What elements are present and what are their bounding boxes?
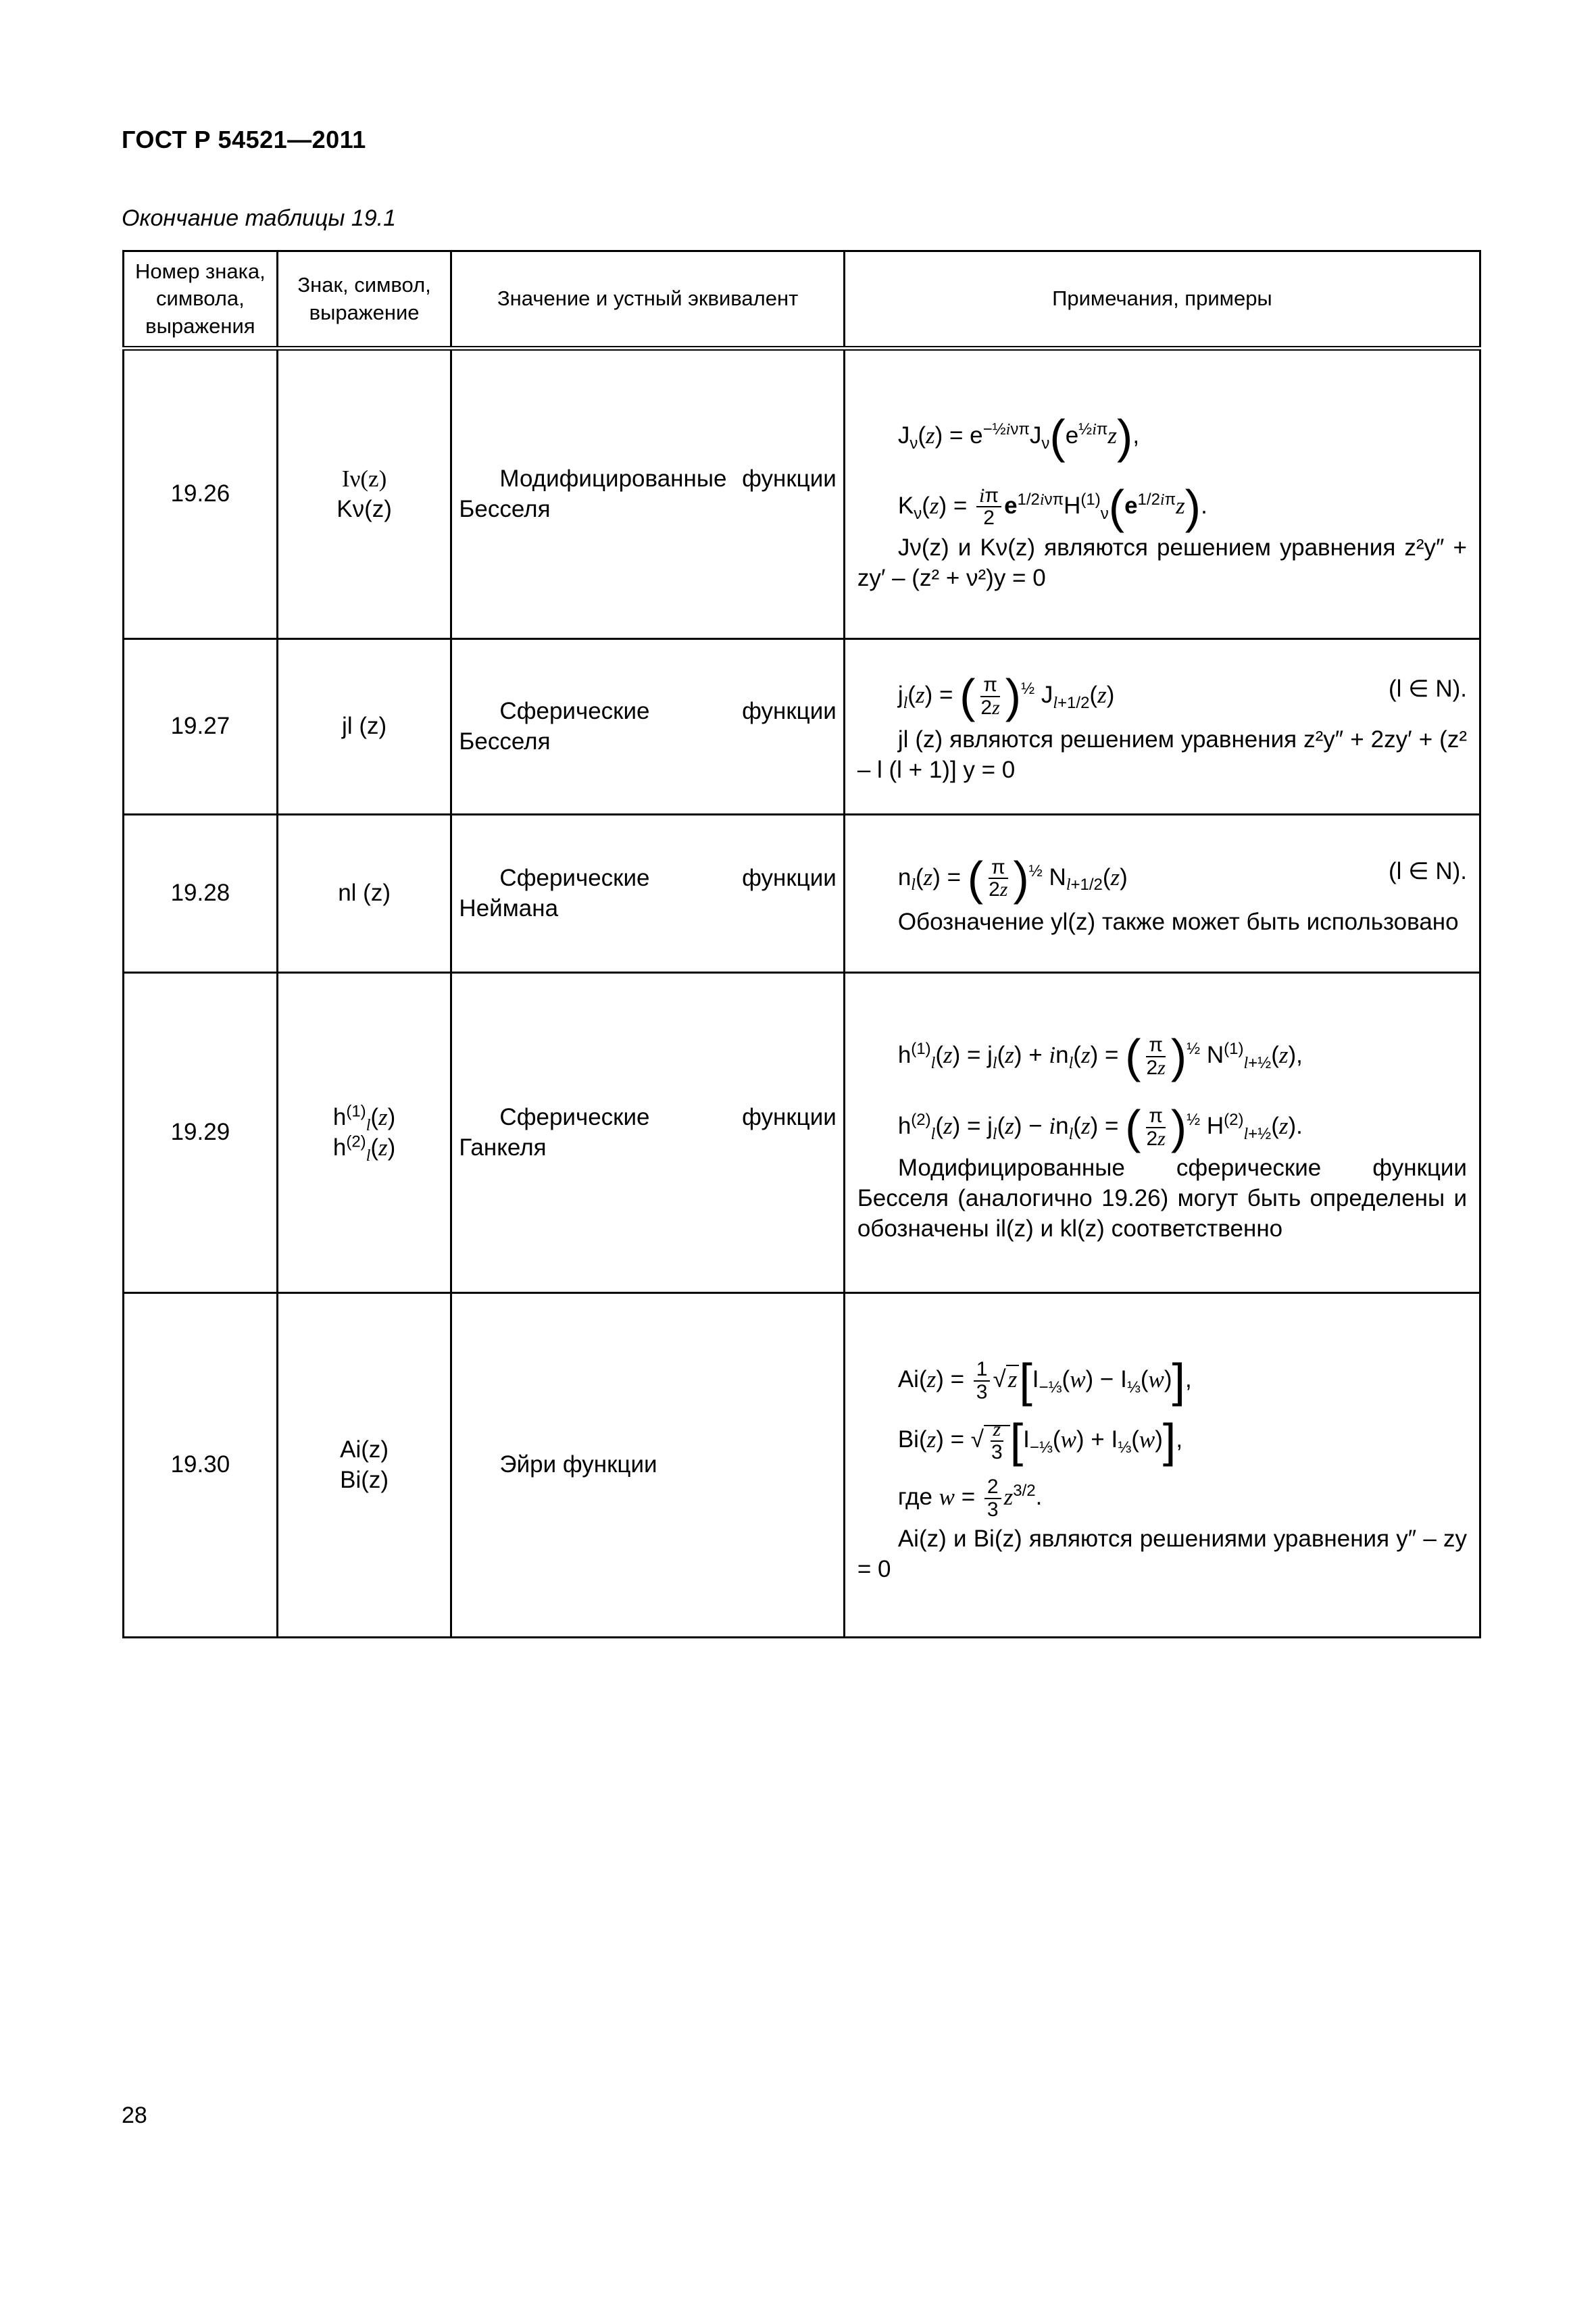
formula: Bi(z) = √ $\frac{z}{3}$ $[I_{-\frac{1}{3}}(w) + I_{\frac{1}{3}}(w)]$, bbox=[897, 1414, 1183, 1467]
formula: $j_l(z)$ = ( $\frac{\pi}{2z}$ )$^{\frac{1}{2}}$ $J_{l+1/2}(z)$ (l ∈ N). bbox=[897, 670, 1467, 723]
row-symbol: Iν(z) Kν(z) bbox=[277, 349, 451, 639]
table-header-row bbox=[124, 251, 1480, 349]
note-text: Модифицированные сферические функции Бесселя (аналогично 19.26) могут быть определены и обозначены il(z) и kl(z) соответственно bbox=[857, 1155, 1467, 1242]
row-symbol: $h^{(1)}_l(z)$ $h^{(2)}_l(z)$ bbox=[277, 973, 451, 1293]
table-row bbox=[124, 973, 1480, 1293]
row-notes bbox=[844, 639, 1480, 815]
table-row bbox=[124, 815, 1480, 973]
table-row bbox=[124, 349, 1480, 639]
row-number: 19.30 bbox=[124, 1293, 278, 1638]
formula: где w = $\frac{2}{3}$ $z^{3/2}$. bbox=[897, 1476, 1043, 1521]
row-number: 19.26 bbox=[124, 349, 278, 639]
note-text: Ai(z) и Bi(z) являются решениями уравнения y″ – zy = 0 bbox=[857, 1526, 1467, 1582]
col-header-notes: Примечания, примеры bbox=[844, 251, 1480, 349]
note-text: Jν(z) и Kν(z) являются решением уравнения z²y″ + zy′ – (z² + ν²)y = 0 bbox=[857, 534, 1467, 591]
table-row bbox=[124, 639, 1480, 815]
formula: Ai(z) = $\frac{1}{3}$ $√z[I_{-\frac{1}{3}}(w) - I_{\frac{1}{3}}(w)]$, bbox=[897, 1354, 1192, 1407]
formula: $J_\nu(z) = e^{-\frac{1}{2}i\nu\pi}J_\nu(e^{\frac{1}{2}i\pi}z)$, bbox=[897, 409, 1140, 463]
table-row bbox=[124, 1293, 1480, 1638]
note-text: jl (z) являются решением уравнения z²y″ + 2zy′ + (z² – l (l + 1)] y = 0 bbox=[857, 726, 1467, 783]
col-header-meaning: Значение и устный эквивалент bbox=[451, 251, 844, 349]
table-caption: Окончание таблицы 19.1 bbox=[122, 205, 396, 231]
row-symbol: Ai(z) Bi(z) bbox=[277, 1293, 451, 1638]
row-number: 19.28 bbox=[124, 815, 278, 973]
page-number: 28 bbox=[122, 2103, 147, 2128]
col-header-number: Номер знака, символа, выражения bbox=[124, 251, 278, 349]
row-notes bbox=[844, 815, 1480, 973]
row-meaning: Сферические функции Ганкеля bbox=[451, 973, 844, 1293]
row-meaning: Эйри функции bbox=[451, 1293, 844, 1638]
row-notes bbox=[844, 973, 1480, 1293]
formula: $n_l(z)$ = ( $\frac{\pi}{2z}$ )$^{\frac{1}{2}}$ $N_{l+1/2}(z)$ (l ∈ N). bbox=[897, 851, 1467, 905]
row-meaning: Сферические функции Неймана bbox=[451, 815, 844, 973]
col-header-symbol: Знак, символ, выражение bbox=[277, 251, 451, 349]
formula: $K_\nu(z)$ = $\frac{i\pi}{2}$ $e^{1/2i\nu\pi}H^{(1)}_\nu(e^{1/2i\pi}z)$. bbox=[897, 480, 1207, 533]
row-notes bbox=[844, 1293, 1480, 1638]
row-number: 19.29 bbox=[124, 973, 278, 1293]
row-meaning: Модифицированные функции Бесселя bbox=[451, 349, 844, 639]
row-notes bbox=[844, 349, 1480, 639]
row-number: 19.27 bbox=[124, 639, 278, 815]
row-meaning: Сферические функции Бесселя bbox=[451, 639, 844, 815]
document-id: ГОСТ Р 54521—2011 bbox=[122, 126, 366, 153]
note-text: Обозначение yl(z) также может быть использовано bbox=[897, 908, 1459, 935]
row-symbol: nl (z) bbox=[277, 815, 451, 973]
symbols-table bbox=[122, 250, 1481, 1638]
row-symbol: jl (z) bbox=[277, 639, 451, 815]
formula: $h^{(1)}_l(z) = j_l(z) + in_l(z)$ = ( $\frac{\pi}{2z}$ )$^{\frac{1}{2}}$ $N^{(1)}_{l+\frac{1}{2}}(z)$, bbox=[897, 1030, 1303, 1083]
formula: $h^{(2)}_l(z) = j_l(z) - in_l(z)$ = ( $\frac{\pi}{2z}$ )$^{\frac{1}{2}}$ $H^{(2)}_{l+\frac{1}{2}}(z)$. bbox=[897, 1101, 1303, 1154]
